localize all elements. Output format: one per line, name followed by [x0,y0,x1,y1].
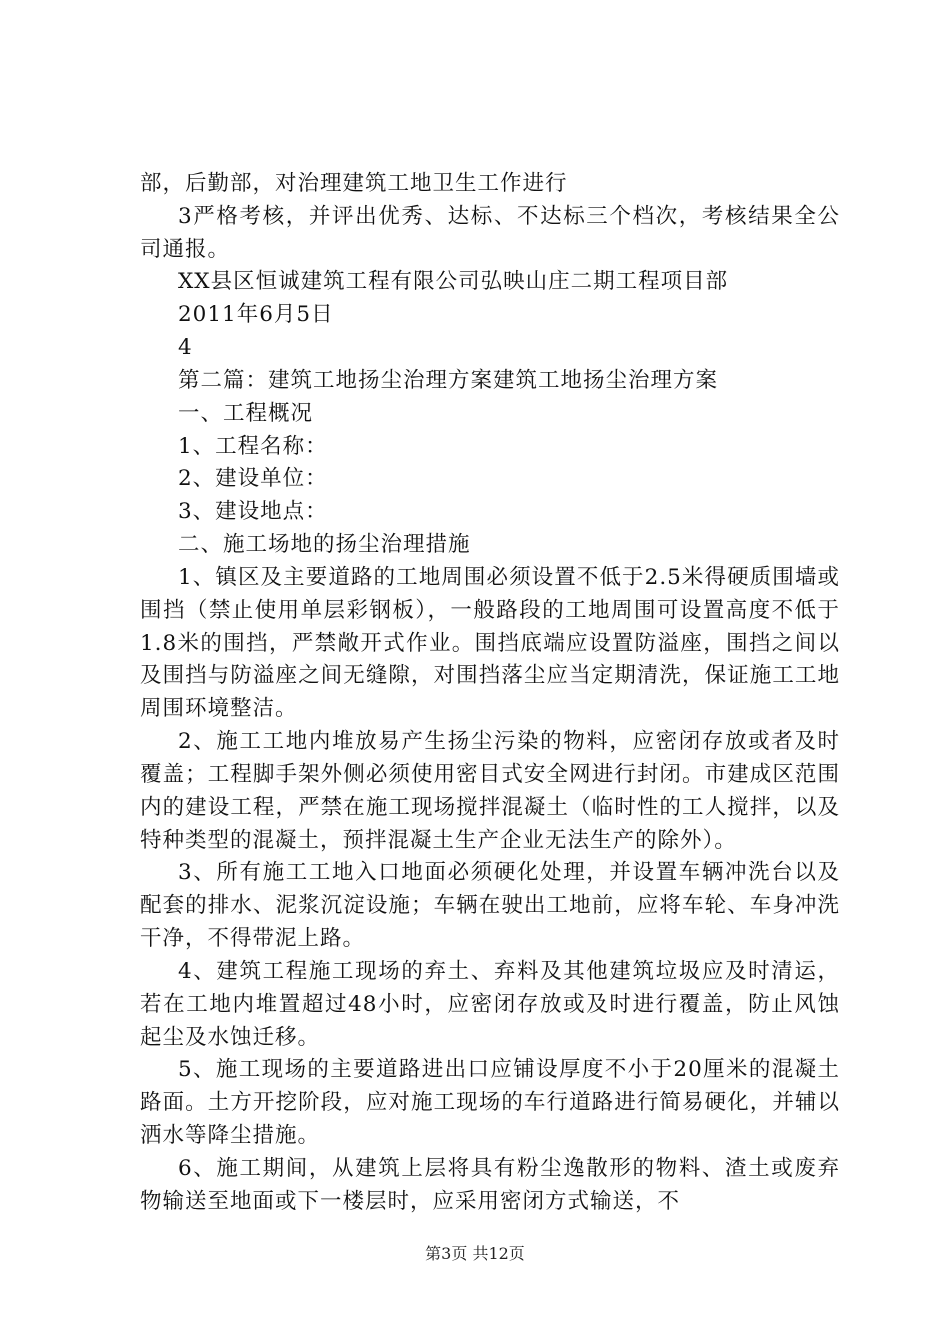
page-number-inline: 4 [178,335,193,361]
company-signature: XX县区恒诚建筑工程有限公司弘映山庄二期工程项目部 [178,269,729,295]
page-indicator: 第3页 共12页 [425,1244,525,1263]
measure-item: 1、镇区及主要道路的工地周围必须设置不低于2.5米得硬质围墙或围挡（禁止使用单层彩钢板），一般路段的工地周围可设置高度不低于1.8米的围挡，严禁敞开式作业。围挡底端应设置防溢座，围挡之间以及围挡与防溢座之间无缝隙，对围挡落尘应当定期清洗，保证施工工地周围环境整洁。 [140,564,840,722]
section-title: 第二篇：建筑工地扬尘治理方案建筑工地扬尘治理方案 [178,367,719,393]
page-footer [0,1244,950,1264]
field-project-name: 1、工程名称： [178,433,328,459]
heading-project-overview: 一、工程概况 [178,400,314,426]
measure-item: 4、建筑工程施工现场的弃土、弃料及其他建筑垃圾应及时清运，若在工地内堆置超过48小时，应密闭存放或及时进行覆盖，防止风蚀起尘及水蚀迁移。 [140,958,840,1050]
paragraph: 部，后勤部，对治理建筑工地卫生工作进行 [140,171,568,196]
measure-item: 5、施工现场的主要道路进出口应铺设厚度不小于20厘米的混凝土路面。土方开挖阶段，应对施工现场的车行道路进行简易硬化，并辅以洒水等降尘措施。 [140,1057,840,1149]
measure-item: 6、施工期间，从建筑上层将具有粉尘逸散形的物料、渣土或废弃物输送至地面或下一楼层时，应采用密闭方式输送，不 [140,1155,840,1214]
document-body [140,168,840,1219]
paragraph: 3严格考核，并评出优秀、达标、不达标三个档次，考核结果全公司通报。 [140,203,840,262]
heading-dust-measures: 二、施工场地的扬尘治理措施 [178,532,471,558]
measure-item: 2、施工工地内堆放易产生扬尘污染的物料，应密闭存放或者及时覆盖；工程脚手架外侧必须使用密目式安全网进行封闭。市建成区范围内的建设工程，严禁在施工现场搅拌混凝土（临时性的工人搅拌，以及特种类型的混凝土，预拌混凝土生产企业无法生产的除外）。 [140,729,840,853]
measure-item: 3、所有施工工地入口地面必须硬化处理，并设置车辆冲洗台以及配套的排水、泥浆沉淀设施；车辆在驶出工地前，应将车轮、车身冲洗干净，不得带泥上路。 [140,860,840,952]
signature-date: 2011年6月5日 [178,302,334,328]
field-construction-site: 3、建设地点： [178,499,328,525]
field-construction-unit: 2、建设单位： [178,466,328,492]
